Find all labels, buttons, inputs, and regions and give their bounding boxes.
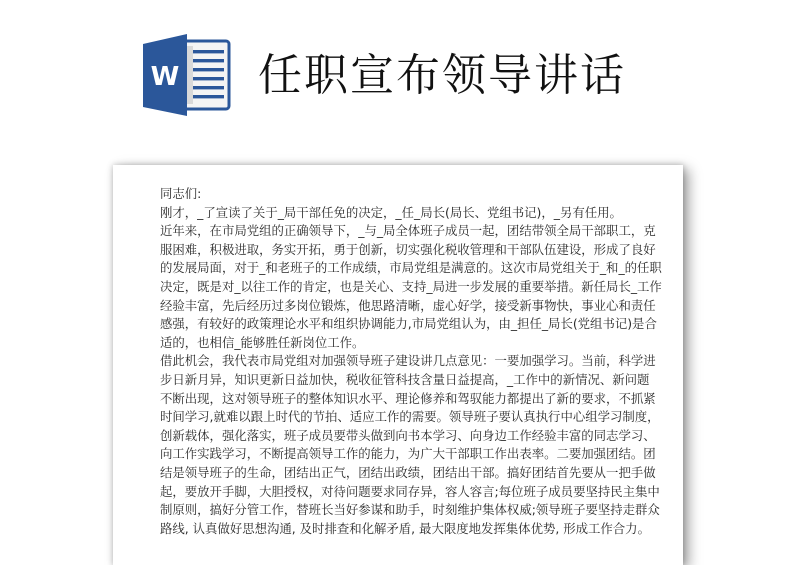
- text-line: 感强，有较好的政策理论水平和组织协调能力,市局党组认为，由_担任_局长(党组书记)是合: [160, 316, 657, 332]
- text-line: 刚才，_了宣读了关于_局干部任免的决定，_任_局长(局长、党组书记)，_另有任用。: [160, 204, 622, 220]
- text-line: 决定，既是对_以往工作的肯定，也是关心、支持_局进一步发展的重要举措。新任局长_工作: [160, 278, 662, 294]
- text-line: 向工作实践学习，不断提高领导工作的能力，为广大干部职工作出表率。二要加强团结。团: [160, 446, 656, 462]
- text-line: 经验丰富，先后经历过多岗位锻炼，他思路清晰，虚心好学，接受新事物快，事业心和责任: [160, 297, 656, 313]
- word-document-icon: [143, 34, 233, 116]
- text-line: 适的，也相信_能够胜任新岗位工作。: [160, 334, 365, 350]
- text-line: 步日新月异，知识更新日益加快，税收征管科技含量日益提高，_工作中的新情况、新问题: [160, 371, 650, 387]
- text-line: 不断出现，这对领导班子的整体知识水平、理论修养和驾驭能力都提出了新的要求，不抓紧: [160, 390, 656, 406]
- text-line: 近年来，在市局党组的正确领导下，_与_局全体班子成员一起，团结带领全局干部职工，克: [160, 223, 656, 239]
- document-body: [160, 185, 670, 538]
- word-icon-letter: W: [150, 62, 180, 92]
- text-line: 结是领导班子的生命，团结出正气，团结出政绩，团结出干部。搞好团结首先要从一把手做: [160, 464, 656, 480]
- text-line: 时间学习,就难以跟上时代的节拍、适应工作的需要。领导班子要认真执行中心组学习制度，: [160, 409, 660, 425]
- text-line: 服困难，积极进取，务实开拓，勇于创新，切实强化税收管理和干部队伍建设，形成了良好: [160, 241, 656, 257]
- text-line: 制原则，搞好分管工作，替班长当好参谋和助手，时刻维护集体权威;领导班子要坚持走群众: [160, 502, 660, 518]
- greeting-line: 同志们:: [160, 186, 202, 201]
- text-line: 创新载体，强化落实，班子成员要带头做到向书本学习、向身边工作经验丰富的同志学习、: [160, 427, 656, 443]
- text-line: 的发展局面，对于_和老班子的工作成绩，市局党组是满意的。这次市局党组关于_和_的任职: [160, 260, 662, 276]
- text-line: 路线, 认真做好思想沟通, 及时排查和化解矛盾, 最大限度地发挥集体优势, 形成工作合力。: [160, 520, 650, 536]
- text-line: 起，要放开手脚，大胆授权，对待问题要求同存异，容人容言;每位班子成员要坚持民主集中: [160, 483, 660, 499]
- document-page: [113, 165, 683, 565]
- text-line: 借此机会，我代表市局党组对加强领导班子建设讲几点意见：一要加强学习。当前，科学进: [160, 353, 656, 369]
- document-title: 任职宣布领导讲话: [258, 50, 626, 101]
